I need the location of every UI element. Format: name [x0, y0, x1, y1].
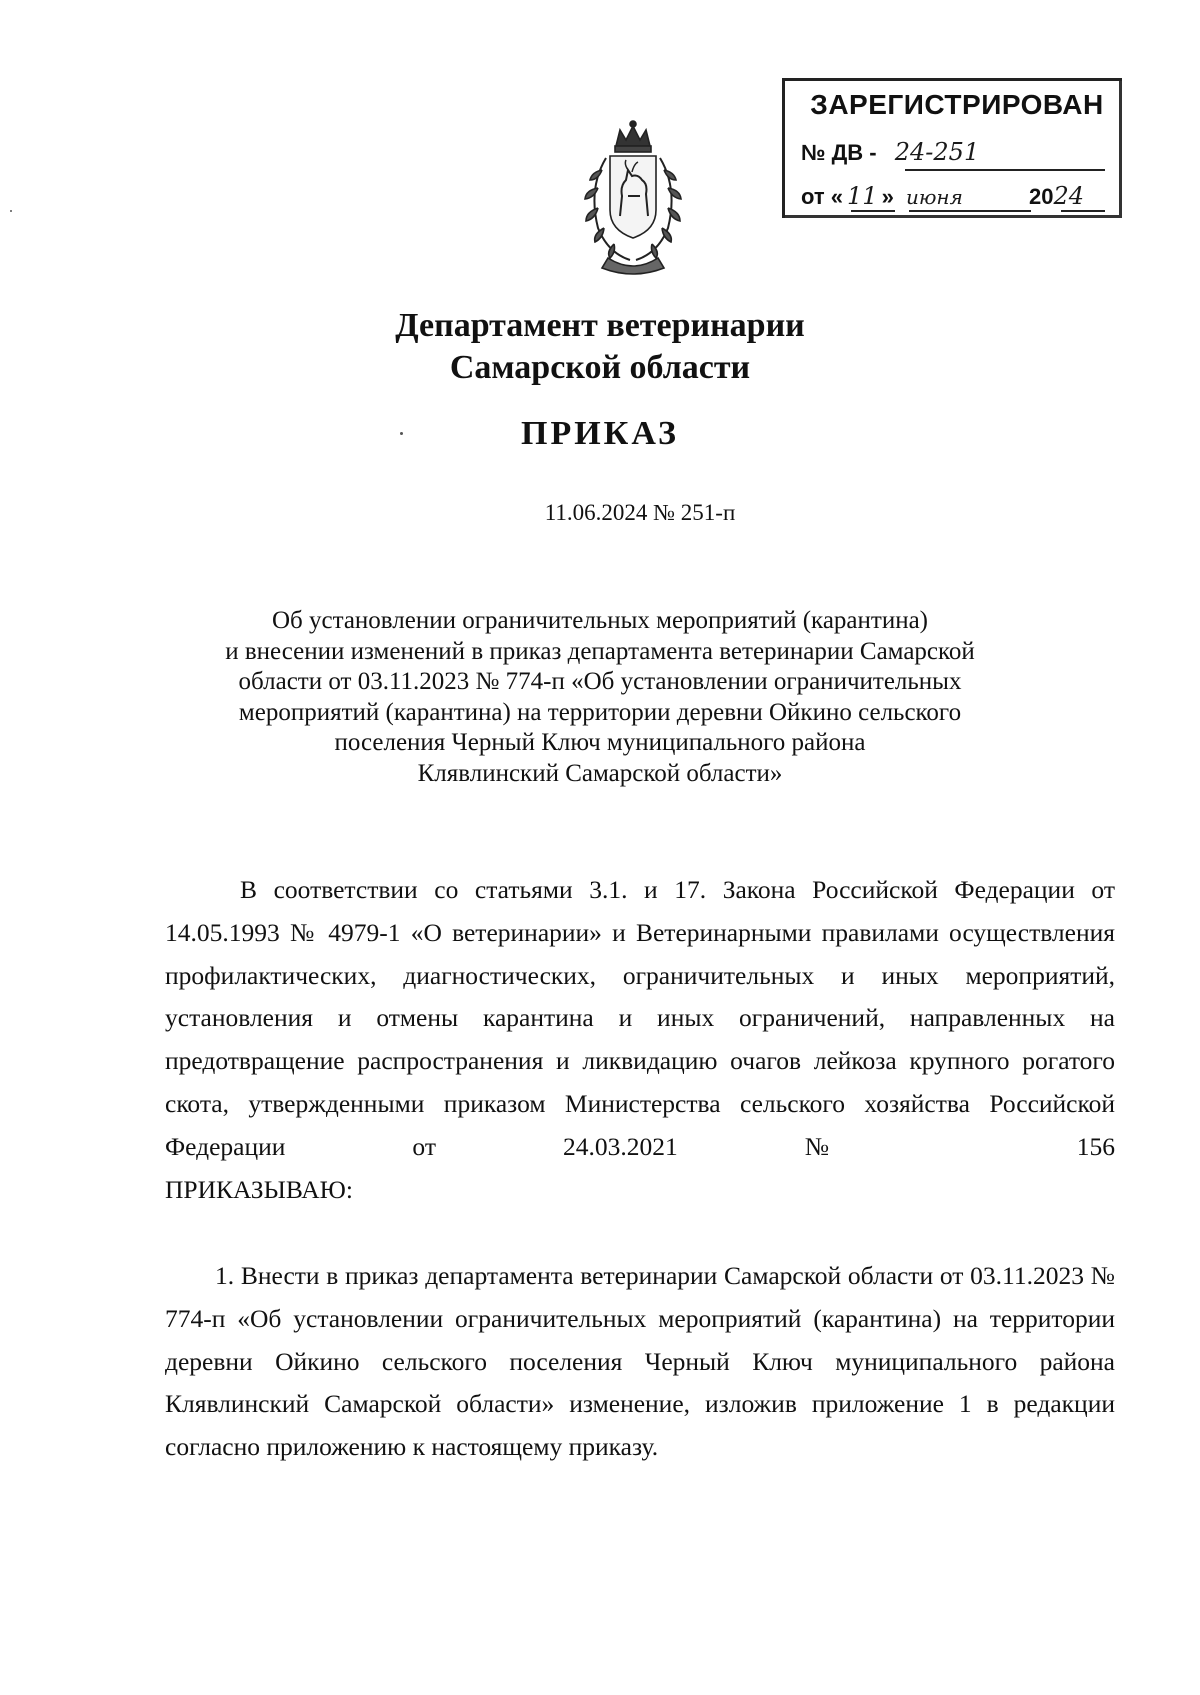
stamp-number-row — [801, 138, 979, 166]
document-subject — [0, 606, 1200, 789]
stamp-date-month: июня — [905, 185, 963, 209]
stamp-date-mid: » — [881, 184, 894, 209]
stamp-date-prefix: от « — [801, 184, 844, 209]
order-word: ПРИКАЗЫВАЮ: — [165, 1174, 353, 1204]
scan-speck — [10, 210, 12, 212]
scan-speck — [400, 432, 403, 435]
department-name — [0, 305, 1200, 389]
stamp-date-year-prefix: 20 — [1028, 184, 1054, 209]
item-1-paragraph: 1. Внести в приказ департамента ветеринарии Самарской области от 03.11.2023 № 774-п «Об установлении ограничительных мероприятий (карантина) на территории деревни Ойкино сельского поселения Черный Ключ муниципального района Клявлинский Самарской области» изменение, изложив приложение 1 в редакции согласно приложению к настоящему приказу. — [165, 1261, 1115, 1462]
subject-line: Клявлинский Самарской области» — [417, 759, 783, 787]
preamble-text: В соответствии со статьями 3.1. и 17. Закона Российской Федерации от 14.05.1993 № 4979-1 «О ветеринарии» и Ветеринарными правилами осуществления профилактических, диагностических, ограничительных и иных мероприятий, установления и отмены карантина и иных ограничений, направленных на предотвращение распространения и ликвидацию очагов лейкоза крупного рогатого скота, утвержденными приказом Министерства сельского хозяйства Российской Федерации от 24.03.2021 № 156 — [165, 875, 1115, 1161]
department-line-2: Самарской области — [449, 349, 751, 386]
stamp-date-row — [801, 182, 1084, 210]
coat-of-arms-emblem — [568, 118, 698, 278]
stamp-date-day: 11 — [847, 182, 878, 210]
stamp-year-underline — [1061, 210, 1105, 212]
subject-line: области от 03.11.2023 № 774-п «Об установлении ограничительных — [238, 668, 962, 695]
preamble-paragraph — [165, 869, 1115, 1211]
subject-line: поселения Черный Ключ муниципального района — [334, 729, 866, 756]
subject-line: мероприятий (карантина) на территории деревни Ойкино сельского — [238, 698, 962, 726]
document-date-number: 11.06.2024 № 251-п — [544, 500, 736, 525]
department-line-1: Департамент ветеринарии — [395, 307, 805, 344]
stamp-day-underline — [851, 210, 895, 212]
stamp-date-year-suffix: 24 — [1053, 182, 1084, 210]
document-type-title: ПРИКАЗ — [521, 415, 679, 452]
stamp-title: ЗАРЕГИСТРИРОВАН — [810, 89, 1104, 120]
stamp-number-label: № ДВ - — [801, 140, 877, 165]
subject-line: Об установлении ограничительных мероприятий (карантина) — [271, 607, 929, 634]
stamp-number-value: 24-251 — [894, 138, 980, 166]
stamp-number-underline — [905, 169, 1105, 171]
registration-stamp — [782, 78, 1122, 218]
stamp-month-underline — [909, 210, 1031, 212]
subject-line: и внесении изменений в приказ департамента ветеринарии Самарской — [225, 637, 975, 665]
